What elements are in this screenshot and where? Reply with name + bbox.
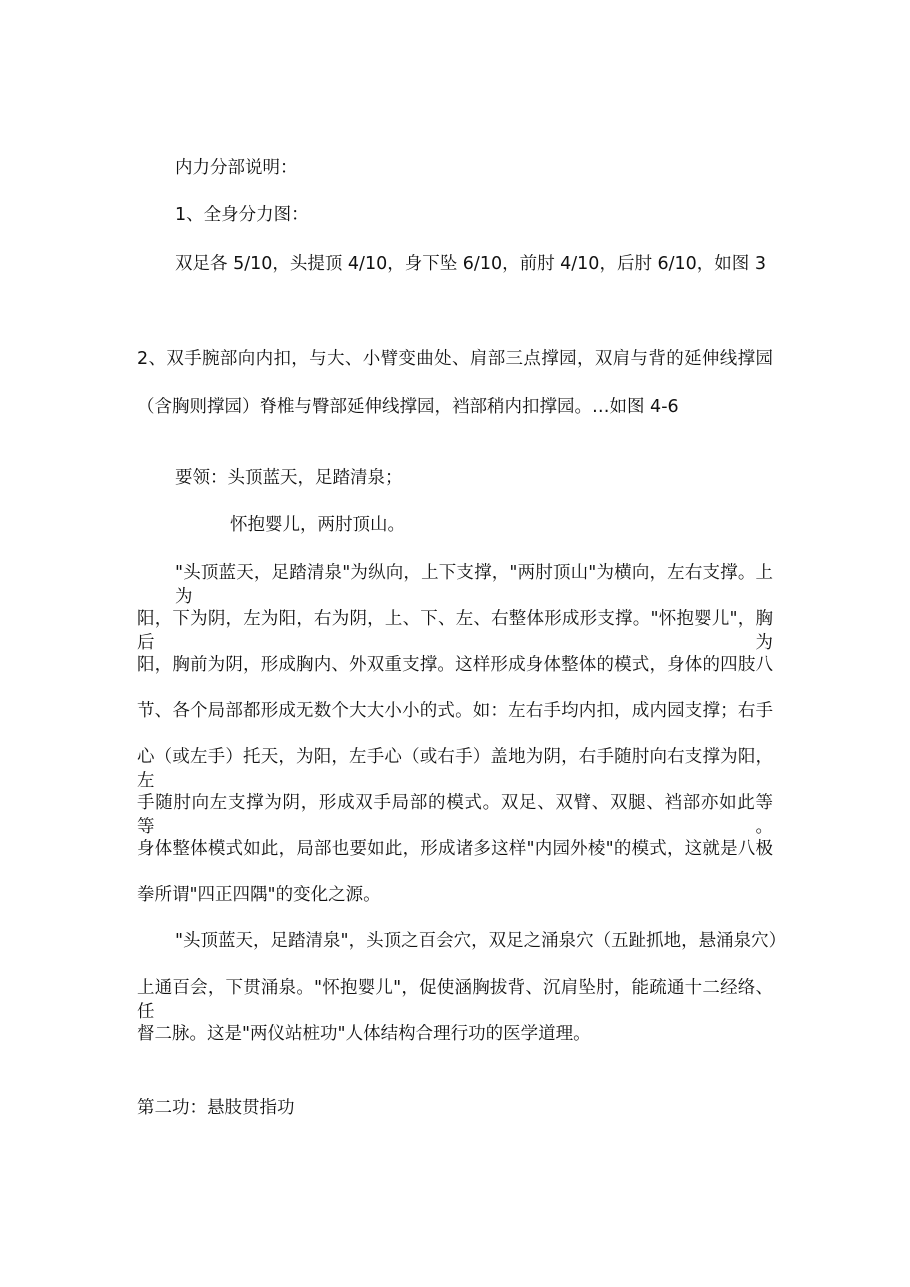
para1-line: 心（或左手）托天，为阳，左手心（或右手）盖地为阴，右手随肘向右支撑为阳，左 (137, 747, 773, 791)
para2-line: 上通百会，下贯涌泉。"怀抱婴儿"，促使涵胸拔背、沉肩坠肘，能疏通十二经络、任 (137, 978, 773, 1022)
item1-detail: 双足各 5/10，头提顶 4/10，身下坠 6/10，前肘 4/10，后肘 6/10，如图 3 (175, 254, 766, 274)
item2-line-2: （含胸则撑园）脊椎与臀部延伸线撑园，裆部稍内扣撑园。…如图 4-6 (137, 397, 679, 417)
para1-line: "头顶蓝天，足踏清泉"为纵向，上下支撑，"两肘顶山"为横向，左右支撑。上为 (175, 563, 773, 607)
item1-title: 1、全身分力图： (175, 205, 309, 225)
item2-line-1: 2、双手腕部向内扣，与大、小臂变曲处、肩部三点撑园，双肩与背的延伸线撑园 (137, 349, 773, 369)
para1-line: 阳，下为阴，左为阳，右为阴，上、下、左、右整体形成形支撑。"怀抱婴儿"，胸后为 (137, 609, 773, 653)
para1-line: 节、各个局部都形成无数个大大小小的式。如：左右手均内扣，成内园支撑；右手 (137, 701, 773, 721)
essentials-line-1: 要领：头顶蓝天，足踏清泉； (175, 468, 403, 488)
intro-heading: 内力分部说明： (175, 158, 298, 178)
para1-line: 拳所谓"四正四隅"的变化之源。 (137, 885, 381, 905)
para2-line: "头顶蓝天，足踏清泉"，头顶之百会穴，双足之涌泉穴（五趾抓地，悬涌泉穴） (175, 931, 787, 951)
para1-line: 手随肘向左支撑为阴，形成双手局部的模式。双足、双臂、双腿、裆部亦如此等等。 (137, 793, 773, 837)
para1-line: 阳，胸前为阴，形成胸内、外双重支撑。这样形成身体整体的模式，身体的四肢八 (137, 655, 773, 675)
essentials-line-2: 怀抱婴儿，两肘顶山。 (230, 515, 405, 535)
para1-line: 身体整体模式如此，局部也要如此，形成诸多这样"内园外棱"的模式，这就是八极 (137, 839, 773, 859)
para2-line: 督二脉。这是"两仪站桩功"人体结构合理行功的医学道理。 (137, 1024, 591, 1044)
section2-title: 第二功：悬肢贯指功 (137, 1098, 295, 1118)
